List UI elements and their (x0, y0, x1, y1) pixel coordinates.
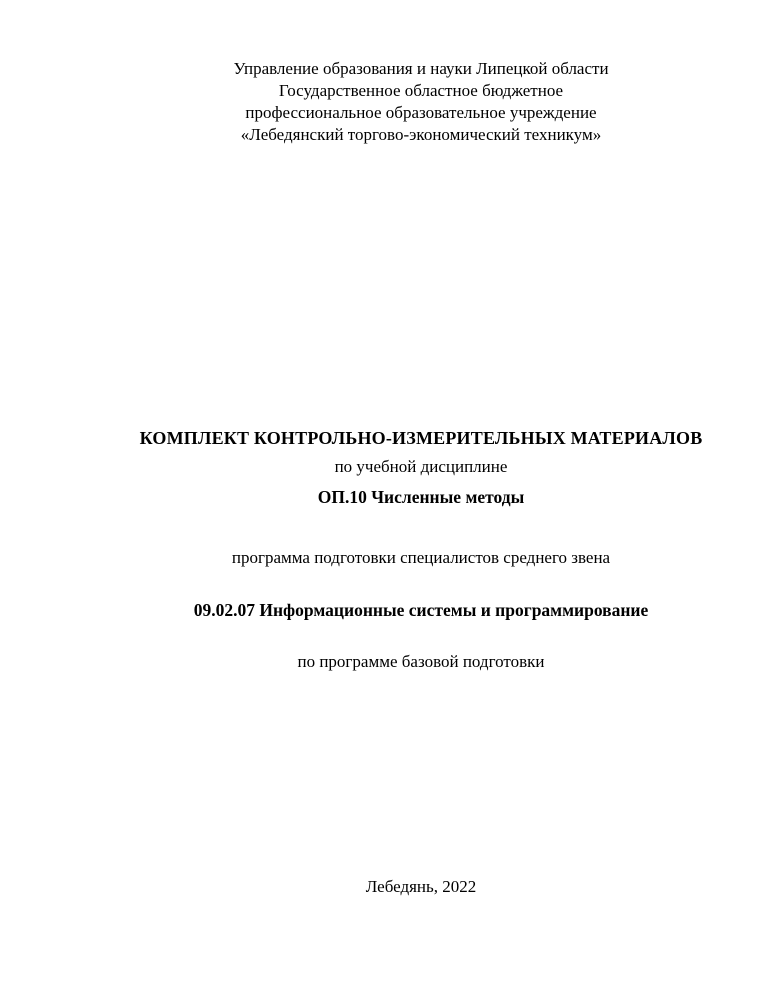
program-type: программа подготовки специалистов среднего звена (231, 548, 611, 567)
training-level: по программе базовой подготовки (297, 652, 545, 671)
document-title: КОМПЛЕКТ КОНТРОЛЬНО-ИЗМЕРИТЕЛЬНЫХ МАТЕРИАЛОВ (139, 428, 703, 448)
organization-header (74, 58, 768, 146)
specialty-code-name: 09.02.07 Информационные системы и программирование (193, 600, 649, 620)
document-subtitle: по учебной дисциплине (334, 457, 508, 476)
org-header-line-4: «Лебедянский торгово-экономический техникум» (240, 125, 602, 144)
org-header-line-3: профессиональное образовательное учреждение (245, 103, 597, 122)
discipline-name: ОП.10 Численные методы (317, 487, 525, 507)
org-header-line-2: Государственное областное бюджетное (278, 81, 564, 100)
place-and-year: Лебедянь, 2022 (365, 877, 477, 896)
org-header-line-1: Управление образования и науки Липецкой области (233, 59, 609, 78)
